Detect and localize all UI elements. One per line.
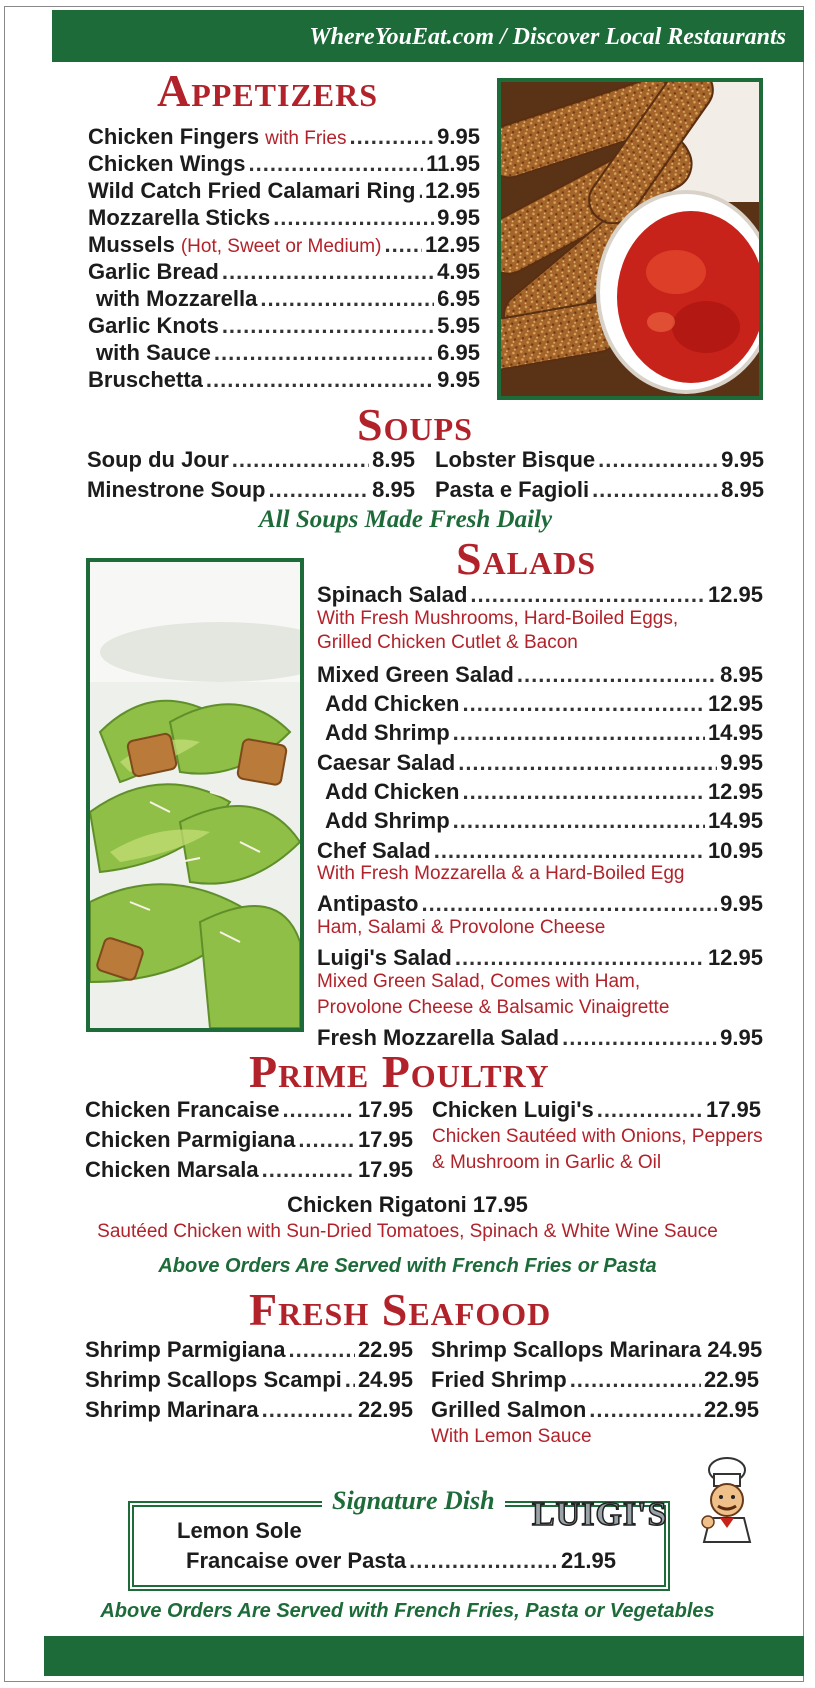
item-name: Fresh Mozzarella Salad — [317, 1025, 560, 1050]
leader-dots — [458, 750, 717, 776]
leader-dots — [462, 691, 704, 717]
salad-desc: Grilled Chicken Cutlet & Bacon — [317, 632, 578, 653]
footer-bar — [44, 1636, 804, 1676]
leader-dots — [418, 178, 422, 204]
poultry-item — [85, 1097, 413, 1123]
luigis-logo — [532, 1456, 762, 1546]
appetizer-item — [88, 124, 480, 150]
item-name: Chicken Marsala — [85, 1157, 259, 1182]
salad-item — [325, 691, 763, 717]
page-footer-note: Above Orders Are Served with French Fries, Pasta or Vegetables — [100, 1600, 715, 1622]
leader-dots — [289, 1337, 355, 1363]
leader-dots — [434, 838, 705, 864]
leader-dots — [298, 1127, 355, 1153]
salad-item — [317, 838, 763, 864]
item-name: Shrimp Scallops Marinara — [431, 1337, 702, 1362]
leader-dots — [262, 1397, 355, 1423]
soup-item — [435, 477, 764, 503]
appetizer-item — [88, 313, 480, 339]
item-name: Chicken Luigi's — [432, 1097, 594, 1122]
soups-tagline: All Soups Made Fresh Daily — [259, 506, 553, 533]
item-price: 14.95 — [707, 808, 763, 833]
caesar-salad-photo — [86, 558, 304, 1032]
item-name: Add Chicken — [325, 779, 460, 804]
seafood-item — [431, 1367, 759, 1393]
leader-dots — [589, 1397, 701, 1423]
leader-dots — [455, 945, 705, 971]
salad-desc: Ham, Salami & Provolone Cheese — [317, 917, 606, 938]
item-name: Add Shrimp — [325, 808, 450, 833]
leader-dots — [570, 1367, 701, 1393]
item-name: with Sauce — [96, 340, 211, 365]
item-name: Garlic Knots — [88, 313, 219, 338]
leader-dots — [273, 205, 434, 231]
luigis-logo-text: LUIGI'S — [532, 1496, 668, 1533]
seafood-item — [431, 1397, 759, 1423]
appetizers-heading: Appetizers — [157, 65, 379, 116]
item-price: 12.95 — [707, 945, 763, 970]
leader-dots — [222, 259, 434, 285]
appetizer-item — [96, 286, 480, 312]
site-name: WhereYouEat.com / Discover Local Restaurants — [309, 24, 786, 50]
item-name: Shrimp Marinara — [85, 1397, 259, 1422]
item-price: 24.95 — [357, 1367, 413, 1392]
signature-label: Signature Dish — [322, 1486, 505, 1516]
item-price: 9.95 — [721, 447, 764, 472]
appetizer-item — [88, 178, 480, 204]
signature-line1: Lemon Sole — [177, 1518, 302, 1543]
luigi-desc-1: Chicken Sautéed with Onions, Peppers — [432, 1126, 763, 1147]
salad-item — [317, 891, 763, 917]
appetizer-item — [88, 205, 480, 231]
poultry-item — [85, 1127, 413, 1153]
item-price: 8.95 — [720, 662, 763, 687]
leader-dots — [470, 582, 705, 608]
appetizer-item — [88, 232, 480, 258]
item-price: 22.95 — [357, 1337, 413, 1362]
item-name: Add Chicken — [325, 691, 460, 716]
item-price: 22.95 — [357, 1397, 413, 1422]
header-bar — [52, 10, 804, 62]
item-price: 8.95 — [721, 477, 764, 502]
leader-dots — [421, 891, 717, 917]
item-price: 12.95 — [707, 779, 763, 804]
leader-dots — [517, 662, 717, 688]
item-name: Mixed Green Salad — [317, 662, 514, 687]
salad-desc: With Fresh Mushrooms, Hard-Boiled Eggs, — [317, 608, 679, 629]
item-name: Wild Catch Fried Calamari Ring — [88, 178, 416, 203]
leader-dots — [597, 1097, 703, 1123]
item-price: 22.95 — [703, 1397, 759, 1422]
item-price: 22.95 — [703, 1367, 759, 1392]
leader-dots — [282, 1097, 355, 1123]
appetizer-item — [88, 259, 480, 285]
item-note: with Fries — [265, 128, 347, 149]
item-note: (Hot, Sweet or Medium) — [180, 236, 382, 257]
soups-heading: Soups — [357, 399, 473, 450]
salad-item — [317, 750, 763, 776]
appetizer-item — [88, 151, 480, 177]
item-price: 6.95 — [437, 340, 480, 365]
salad-desc: Provolone Cheese & Balsamic Vinaigrette — [317, 997, 670, 1018]
item-name: Caesar Salad — [317, 750, 456, 775]
salad-item — [325, 808, 763, 834]
poultry-heading: Prime Poultry — [249, 1046, 550, 1097]
item-name: Soup du Jour — [87, 447, 229, 472]
seafood-item — [85, 1367, 413, 1393]
leader-dots — [453, 720, 705, 746]
leader-dots — [214, 340, 434, 366]
item-name: Chicken Wings — [88, 151, 246, 176]
item-price: 8.95 — [372, 477, 415, 502]
leader-dots — [206, 367, 434, 393]
leader-dots — [222, 313, 434, 339]
signature-line2: Francaise over Pasta ..... 21.95 — [186, 1548, 616, 1574]
seafood-item — [85, 1337, 413, 1363]
item-price: 9.95 — [720, 891, 763, 916]
item-price: 17.95 — [357, 1157, 413, 1182]
item-price: 12.95 — [707, 691, 763, 716]
item-price: 9.95 — [437, 367, 480, 392]
item-name: Mozzarella Sticks — [88, 205, 271, 230]
salad-desc: Mixed Green Salad, Comes with Ham, — [317, 971, 641, 992]
item-price: 9.95 — [720, 1025, 763, 1050]
item-name: Mussels — [88, 232, 175, 257]
item-price: 11.95 — [426, 151, 480, 176]
item-name: Lobster Bisque — [435, 447, 596, 472]
item-name: Bruschetta — [88, 367, 203, 392]
soup-item — [435, 447, 764, 473]
rigatoni-desc: Sautéed Chicken with Sun-Dried Tomatoes, Spinach & White Wine Sauce — [97, 1221, 718, 1242]
item-price: 17.95 — [357, 1127, 413, 1152]
item-name: Chicken Parmigiana — [85, 1127, 296, 1152]
item-price: 6.95 — [437, 286, 480, 311]
item-price: 9.95 — [720, 750, 763, 775]
leader-dots — [384, 232, 421, 258]
leader-dots — [453, 808, 705, 834]
item-name: Chef Salad — [317, 838, 431, 863]
item-name: Fried Shrimp — [431, 1367, 567, 1392]
item-price: 12.95 — [424, 178, 480, 203]
item-price: 24.95 — [707, 1337, 763, 1362]
item-price: 17.95 — [705, 1097, 761, 1122]
poultry-item — [432, 1097, 761, 1123]
leader-dots — [249, 151, 424, 177]
leader-dots — [262, 1157, 355, 1183]
item-name: with Mozzarella — [96, 286, 258, 311]
leader-dots — [260, 286, 434, 312]
seafood-item — [85, 1397, 413, 1423]
item-price: 17.95 — [357, 1097, 413, 1122]
item-name: Antipasto — [317, 891, 419, 916]
item-price: 14.95 — [707, 720, 763, 745]
item-price: 9.95 — [437, 205, 480, 230]
item-name: Shrimp Scallops Scampi — [85, 1367, 342, 1392]
seafood-heading: Fresh Seafood — [249, 1284, 552, 1335]
item-name: Minestrone Soup — [87, 477, 266, 502]
item-price: 4.95 — [437, 259, 480, 284]
salad-item — [317, 662, 763, 688]
item-name: Shrimp Parmigiana — [85, 1337, 286, 1362]
poultry-footer: Above Orders Are Served with French Fries or Pasta — [158, 1255, 657, 1277]
item-name: Grilled Salmon — [431, 1397, 587, 1422]
item-price: 8.95 — [372, 447, 415, 472]
item-name: Garlic Bread — [88, 259, 219, 284]
item-price: 12.95 — [424, 232, 480, 257]
salad-item — [317, 945, 763, 971]
appetizer-item — [96, 340, 480, 366]
leader-dots — [349, 124, 434, 150]
poultry-item — [85, 1157, 413, 1183]
leader-dots — [345, 1367, 355, 1393]
leader-dots — [562, 1025, 717, 1051]
chicken-fingers-photo — [497, 78, 763, 400]
salads-heading: Salads — [456, 533, 597, 584]
leader-dots — [462, 779, 704, 805]
salad-desc: With Fresh Mozzarella & a Hard-Boiled Egg — [317, 863, 685, 884]
salad-item — [325, 779, 763, 805]
leader-dots — [598, 447, 718, 473]
salad-item — [325, 720, 763, 746]
item-name: Add Shrimp — [325, 720, 450, 745]
leader-dots — [232, 447, 369, 473]
item-name: Spinach Salad — [317, 582, 468, 607]
item-name: Chicken Fingers — [88, 124, 260, 149]
salad-item — [317, 582, 763, 608]
luigi-desc-2: & Mushroom in Garlic & Oil — [432, 1152, 662, 1173]
item-price: 10.95 — [707, 838, 763, 863]
item-price: 12.95 — [707, 582, 763, 607]
item-price: 5.95 — [437, 313, 480, 338]
item-name: Luigi's Salad — [317, 945, 452, 970]
soup-item — [87, 447, 415, 473]
seafood-item — [431, 1337, 763, 1363]
soup-item — [87, 477, 415, 503]
leader-dots — [592, 477, 718, 503]
item-name: Chicken Francaise — [85, 1097, 280, 1122]
item-price: 9.95 — [437, 124, 480, 149]
rigatoni-item: Chicken Rigatoni 17.95 — [287, 1192, 528, 1217]
leader-dots — [268, 477, 369, 503]
salmon-desc: With Lemon Sauce — [431, 1426, 592, 1447]
item-name: Pasta e Fagioli — [435, 477, 590, 502]
appetizer-item — [88, 367, 480, 393]
